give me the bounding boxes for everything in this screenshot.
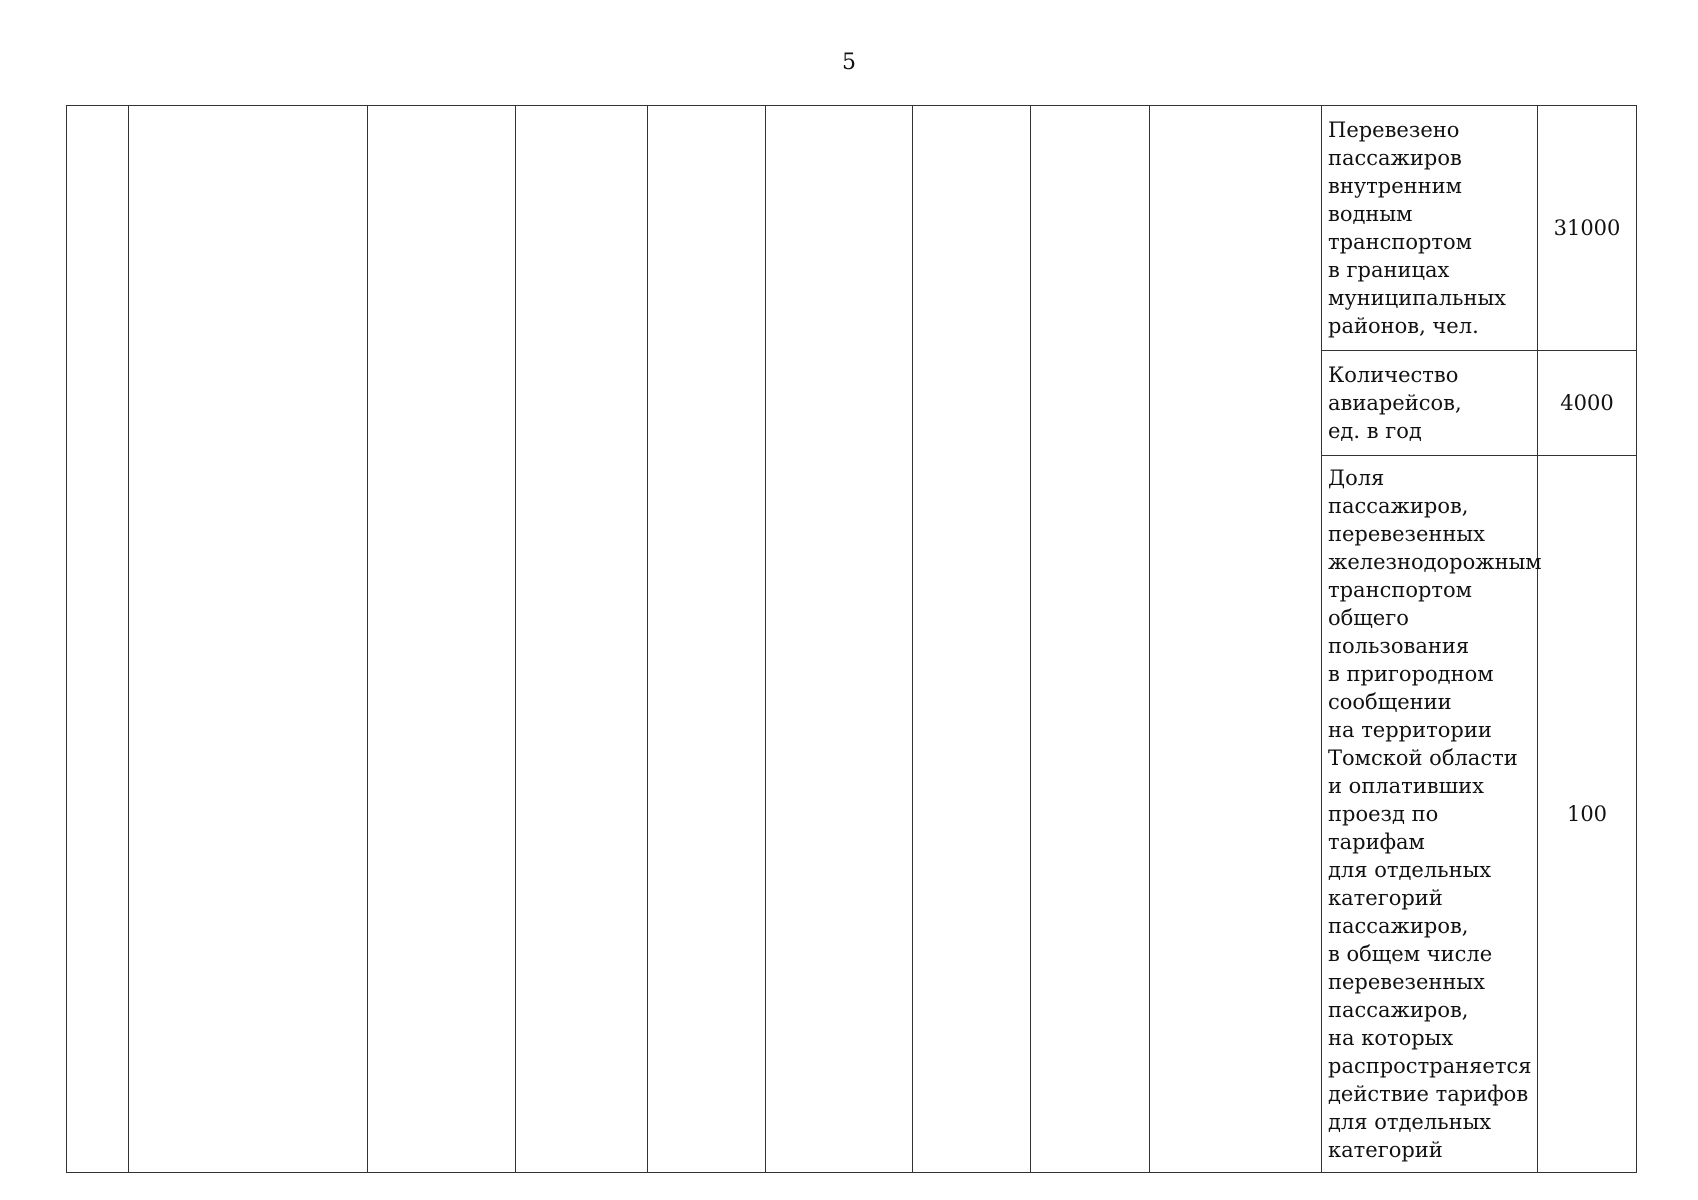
indicator-cell: Количество авиарейсов, ед. в год (1322, 351, 1538, 456)
empty-cell-col5 (648, 106, 766, 1173)
page-number: 5 (842, 50, 856, 75)
empty-cell-col9 (1150, 106, 1322, 1173)
indicator-cell: Перевезено пассажиров внутренним водным транспортом в границах муниципальных районов, чел. (1322, 106, 1538, 351)
indicator-cell: Доля пассажиров, перевезенных железнодорожным транспортом общего пользования в пригородном сообщении на территории Томской области и оплативших проезд по тарифам для отдельных категорий пассажиров, в общем числе перевезенных пассажиров, на которых распространяется действие тарифов для отдельных категорий (1322, 456, 1538, 1173)
program-table (66, 105, 1637, 1173)
empty-cell-col1 (67, 106, 129, 1173)
table-row (67, 106, 1637, 351)
empty-cell-col4 (516, 106, 648, 1173)
empty-cell-col7 (913, 106, 1031, 1173)
empty-cell-col8 (1031, 106, 1150, 1173)
value-cell: 4000 (1538, 351, 1637, 456)
value-cell: 100 (1538, 456, 1637, 1173)
value-cell: 31000 (1538, 106, 1637, 351)
empty-cell-col2 (129, 106, 368, 1173)
empty-cell-col3 (368, 106, 516, 1173)
empty-cell-col6 (766, 106, 913, 1173)
